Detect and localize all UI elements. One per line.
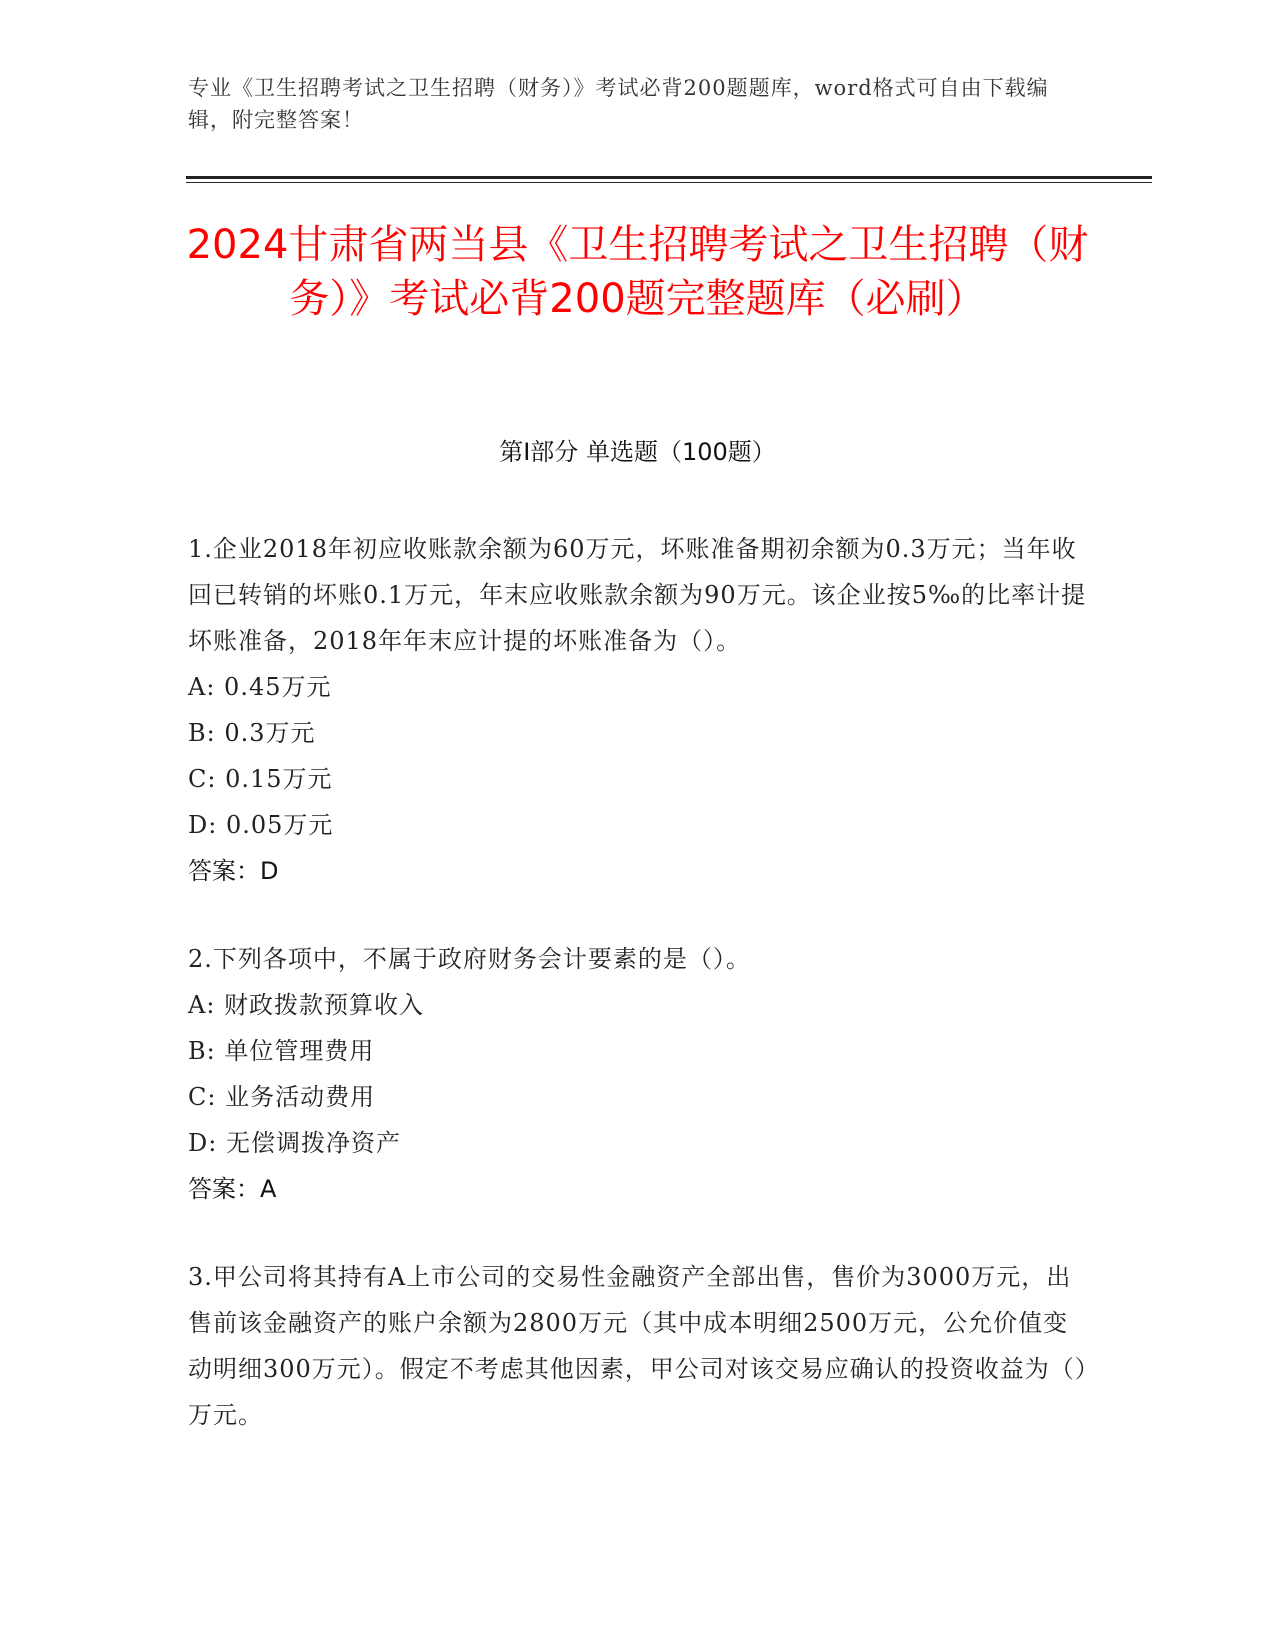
question-3 bbox=[188, 1254, 1088, 1438]
option-d: D: 0.05万元 bbox=[188, 811, 334, 839]
question-2 bbox=[188, 936, 1088, 1212]
header-divider-thin bbox=[186, 182, 1152, 183]
option-a: A: 0.45万元 bbox=[188, 673, 332, 701]
option-b: B: 单位管理费用 bbox=[188, 1037, 375, 1065]
header-note: 专业《卫生招聘考试之卫生招聘（财务）》考试必背200题题库，word格式可自由下载编辑，附完整答案！ bbox=[188, 76, 1049, 132]
question-stem: 2.下列各项中，不属于政府财务会计要素的是（）。 bbox=[188, 945, 751, 973]
section-title: 第I部分 单选题（100题） bbox=[499, 438, 776, 466]
option-a: A: 财政拨款预算收入 bbox=[188, 991, 425, 1019]
question-1 bbox=[188, 526, 1088, 894]
option-d: D: 无偿调拨净资产 bbox=[188, 1129, 401, 1157]
option-b: B: 0.3万元 bbox=[188, 719, 316, 747]
answer: 答案：A bbox=[188, 1175, 277, 1203]
document-title: 2024甘肃省两当县《卫生招聘考试之卫生招聘（财务）》考试必背200题完整题库（必刷） bbox=[186, 222, 1089, 322]
question-stem: 3.甲公司将其持有A上市公司的交易性金融资产全部出售，售价为3000万元，出售前该金融资产的账户余额为2800万元（其中成本明细2500万元，公允价值变动明细300万元）。假定不考虑其他因素，甲公司对该交易应确认的投资收益为（）万元。 bbox=[188, 1263, 1088, 1429]
question-stem: 1.企业2018年初应收账款余额为60万元，坏账准备期初余额为0.3万元；当年收回已转销的坏账0.1万元，年末应收账款余额为90万元。该企业按5‰的比率计提坏账准备，2018年年末应计提的坏账准备为（）。 bbox=[188, 535, 1087, 655]
question-list bbox=[188, 526, 1088, 1480]
answer: 答案：D bbox=[188, 857, 279, 885]
option-c: C: 0.15万元 bbox=[188, 765, 333, 793]
option-c: C: 业务活动费用 bbox=[188, 1083, 376, 1111]
header-divider-thick bbox=[186, 176, 1152, 179]
